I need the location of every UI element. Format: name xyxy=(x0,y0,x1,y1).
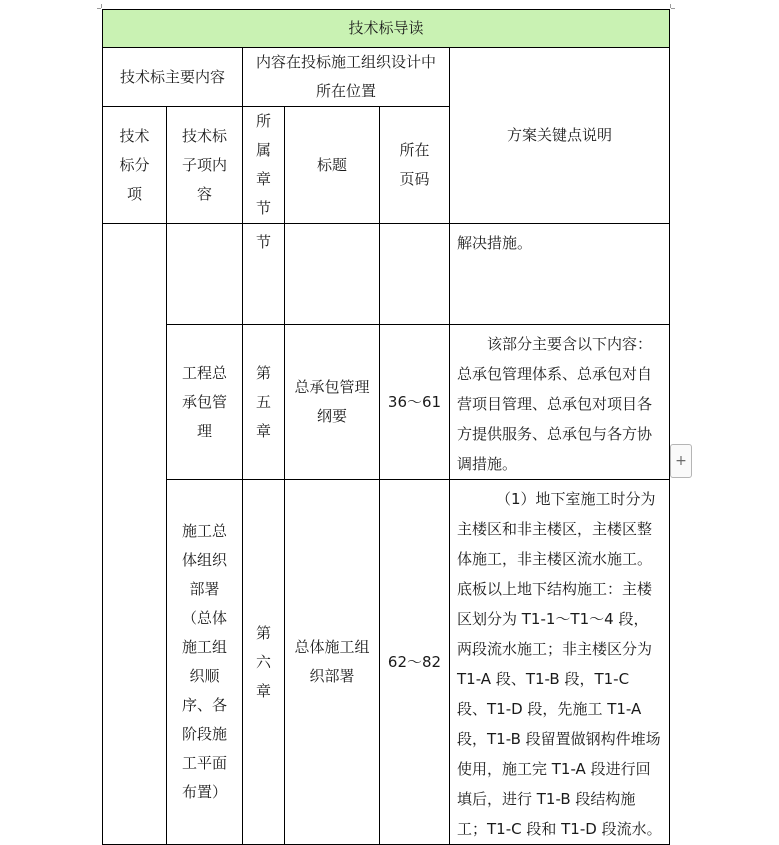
header-heading: 标题 xyxy=(285,107,380,224)
key-points-cell: （1）地下室施工时分为主楼区和非主楼区，主楼区整体施工，非主楼区流水施工。底板以上地下结构施工：主楼区划分为 T1-1～T1～4 段，两段流水施工；非主楼区分为 T1-A 段、T1-B 段，T1-C 段、T1-D 段，先施工 T1-A 段，T1-B 段留置做钢构件堆场使用，施工完 T1-A 段进行回填后，进行 T1-B 段结构施工；T1-C 段和 T1-D 段流水。 xyxy=(450,480,670,845)
table-row xyxy=(103,480,670,845)
expand-button[interactable]: + xyxy=(670,444,692,478)
tech-bid-guide-table xyxy=(102,9,670,845)
header-location: 内容在投标施工组织设计中所在位置 xyxy=(243,48,450,107)
header-page: 所在页码 xyxy=(380,107,450,224)
crop-mark xyxy=(670,4,671,8)
header-subitem: 技术标分项 xyxy=(103,107,167,224)
chapter-cell: 第五章 xyxy=(243,325,285,480)
header-sub-content: 技术标子项内容 xyxy=(167,107,243,224)
heading-cell: 总体施工组织部署 xyxy=(285,480,380,845)
header-key-points: 方案关键点说明 xyxy=(450,48,670,224)
heading-cell: 总承包管理纲要 xyxy=(285,325,380,480)
chapter-cell: 节 xyxy=(243,224,285,325)
sub-content-cell: 工程总承包管理 xyxy=(167,325,243,480)
page-cell: 62～82 xyxy=(380,480,450,845)
key-points-cell: 该部分主要含以下内容：总承包管理体系、总承包对自营项目管理、总承包对项目各方提供服务、总承包与各方协调措施。 xyxy=(450,325,670,480)
page-cell xyxy=(380,224,450,325)
table-row xyxy=(103,224,670,325)
crop-mark xyxy=(101,4,102,8)
page-cell: 36～61 xyxy=(380,325,450,480)
sub-content-cell xyxy=(167,224,243,325)
header-main-content: 技术标主要内容 xyxy=(103,48,243,107)
subitem-cell xyxy=(103,224,167,845)
header-chapter: 所属章节 xyxy=(243,107,285,224)
table-row xyxy=(103,325,670,480)
crop-mark xyxy=(671,8,675,9)
crop-mark xyxy=(97,8,101,9)
sub-content-cell: 施工总体组织部署（总体施工组织顺序、各阶段施工平面布置） xyxy=(167,480,243,845)
table-title: 技术标导读 xyxy=(103,10,670,48)
heading-cell xyxy=(285,224,380,325)
chapter-cell: 第六章 xyxy=(243,480,285,845)
key-points-cell: 解决措施。 xyxy=(450,224,670,325)
